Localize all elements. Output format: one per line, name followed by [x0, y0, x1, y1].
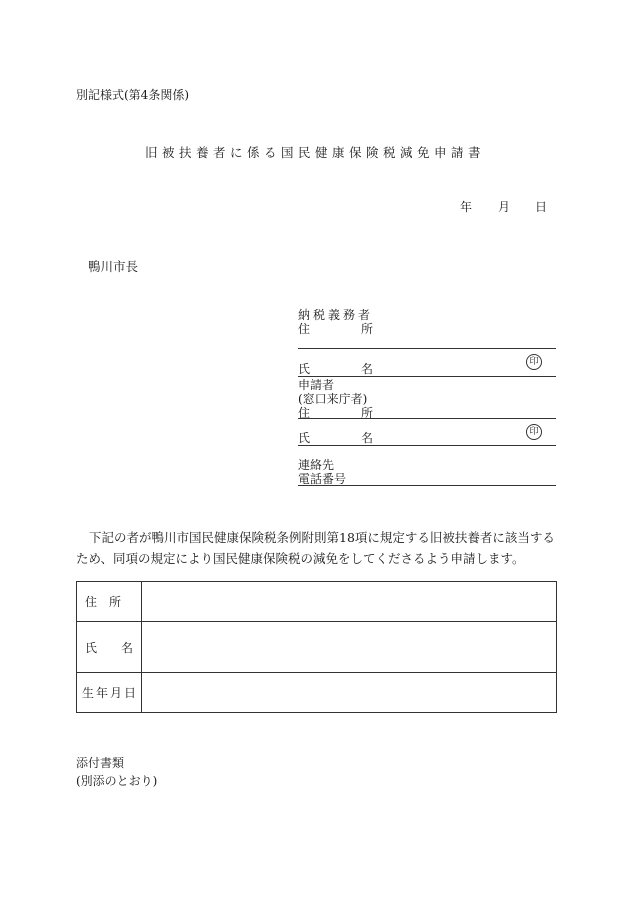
- document-title: 旧被扶養者に係る国民健康保険税減免申請書: [144, 145, 485, 160]
- applicant-name-char1: 氏: [298, 431, 311, 445]
- taxpayer-address-label: [298, 322, 373, 336]
- table-birthdate-char4: 日: [123, 686, 136, 700]
- table-row-name: [77, 622, 557, 673]
- date-day: 日: [535, 200, 548, 214]
- table-birthdate-char3: 月: [109, 686, 122, 700]
- taxpayer-name-row: [298, 362, 556, 376]
- taxpayer-name-line: [298, 376, 556, 377]
- date-year: 年: [460, 200, 473, 214]
- contact-heading: 連絡先: [298, 458, 335, 472]
- table-address-char1: 住: [85, 595, 98, 609]
- taxpayer-address-char1: 住: [298, 322, 311, 336]
- applicant-address-char1: 住: [298, 406, 311, 420]
- taxpayer-address-char2: 所: [360, 322, 373, 336]
- taxpayer-heading: 納税義務者: [298, 308, 374, 322]
- taxpayer-block: [298, 308, 556, 336]
- addressee: 鴨川市長: [88, 259, 139, 274]
- taxpayer-seal-mark: 印: [526, 354, 542, 370]
- table-birthdate-label-cell: [77, 673, 142, 713]
- table-birthdate-char2: 年: [95, 686, 108, 700]
- table-name-char1: 氏: [85, 640, 98, 655]
- contact-block: [298, 458, 556, 486]
- table-address-field[interactable]: [142, 582, 557, 622]
- table-row-birthdate: [77, 673, 557, 713]
- table-address-label-cell: [77, 582, 142, 622]
- table-birthdate-char1: 生: [82, 686, 95, 700]
- application-statement: 下記の者が鴨川市国民健康保険税条例附則第18項に規定する旧被扶養者に該当するため、同項の規定により国民健康保険税の減免をしてくださるよう申請します。: [76, 530, 555, 566]
- applicant-address-char2: 所: [360, 406, 373, 420]
- form-label: 別記様式(第4条関係): [76, 88, 189, 102]
- applicant-sub: (窓口来庁者): [298, 392, 368, 406]
- taxpayer-name-label: [298, 362, 373, 376]
- applicant-address-line: [298, 418, 556, 419]
- contact-line: [298, 485, 556, 486]
- applicant-name-row: [298, 431, 556, 445]
- table-birthdate-field[interactable]: [142, 673, 557, 713]
- table-name-field[interactable]: [142, 622, 557, 673]
- date-month: 月: [498, 200, 511, 214]
- table-name-char2: 名: [120, 640, 133, 655]
- applicant-name-char2: 名: [360, 431, 373, 445]
- table-name-label-cell: [77, 622, 142, 673]
- applicant-block: [298, 378, 556, 420]
- attachments-heading: 添付書類: [76, 756, 125, 770]
- applicant-name-label: [298, 431, 373, 445]
- table-row-address: [77, 582, 557, 622]
- contact-phone-label: 電話番号: [298, 472, 347, 486]
- applicant-seal-mark: 印: [526, 424, 542, 440]
- table-address-char2: 所: [108, 595, 121, 609]
- attachments-note: (別添のとおり): [76, 774, 158, 788]
- taxpayer-name-char1: 氏: [298, 362, 311, 376]
- applicant-heading: 申請者: [298, 378, 335, 392]
- taxpayer-address-line: [298, 348, 556, 349]
- applicant-info-table: [76, 581, 557, 713]
- applicant-name-line: [298, 445, 556, 446]
- taxpayer-name-char2: 名: [360, 362, 373, 376]
